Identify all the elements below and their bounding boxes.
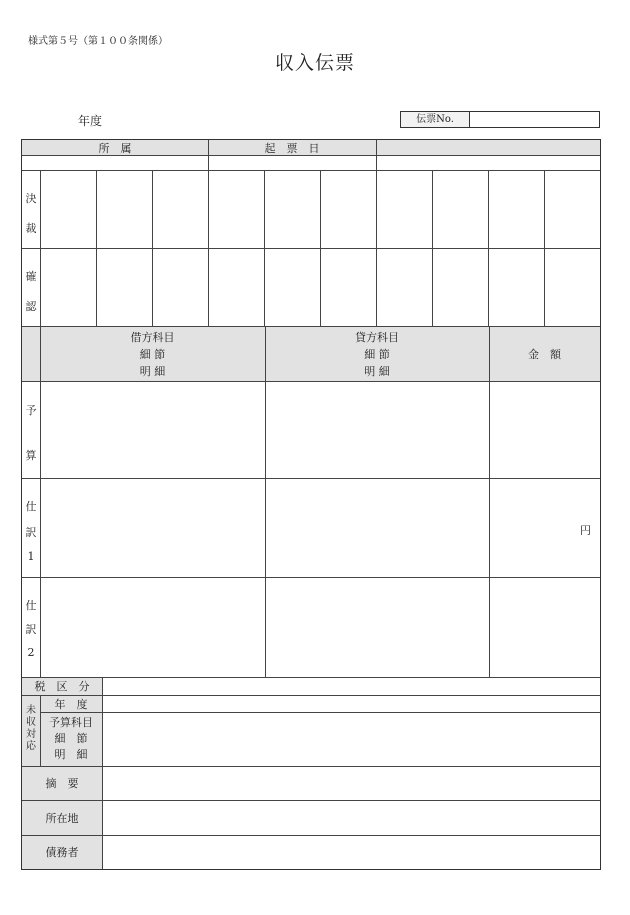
entry1-label-1: 仕 bbox=[25, 500, 37, 513]
amount-header: 金 額 bbox=[528, 347, 561, 361]
slip-number-box bbox=[400, 111, 600, 128]
budget-label-2: 算 bbox=[25, 449, 37, 462]
address-label: 所在地 bbox=[45, 811, 79, 825]
credit-header: 貸方科目 細 節 明 細 bbox=[355, 331, 399, 378]
voucher-form bbox=[21, 139, 601, 870]
affiliation-header: 所 属 bbox=[98, 141, 132, 155]
fiscal-year-label: 年度 bbox=[78, 114, 103, 128]
slip-no-label: 伝票No. bbox=[401, 112, 470, 127]
draft-date-header: 起 票 日 bbox=[264, 141, 320, 155]
tax-category-label: 税 区 分 bbox=[34, 680, 90, 693]
draft-date-field[interactable] bbox=[208, 155, 376, 170]
approval-label-2: 裁 bbox=[25, 222, 37, 235]
year-label: 年 度 bbox=[54, 697, 88, 711]
form-number: 様式第５号（第１００条関係） bbox=[28, 36, 168, 47]
entry2-label-3: 2 bbox=[27, 646, 35, 659]
yen-unit: 円 bbox=[580, 524, 591, 537]
uncollected-label: 未 収 対 応 bbox=[26, 705, 36, 752]
entry1-label-2: 訳 bbox=[25, 526, 37, 539]
budget-items-label: 予算科目 細 節 明 細 bbox=[49, 716, 93, 761]
entry2-label-2: 訳 bbox=[25, 623, 37, 636]
summary-label: 摘 要 bbox=[45, 777, 79, 790]
page-title: 収入伝票 bbox=[274, 52, 355, 74]
entry2-label-1: 仕 bbox=[25, 599, 37, 612]
confirm-label-1: 確 bbox=[25, 270, 37, 283]
entry1-label-3: 1 bbox=[27, 550, 35, 563]
confirm-label-2: 認 bbox=[25, 300, 37, 313]
slip-no-field[interactable] bbox=[470, 112, 599, 127]
affiliation-field[interactable] bbox=[22, 155, 208, 170]
debtor-label: 債務者 bbox=[45, 846, 79, 859]
debit-header: 借方科目 細 節 明 細 bbox=[130, 331, 175, 378]
budget-label-1: 予 bbox=[25, 404, 37, 417]
approval-label-1: 決 bbox=[25, 192, 37, 205]
